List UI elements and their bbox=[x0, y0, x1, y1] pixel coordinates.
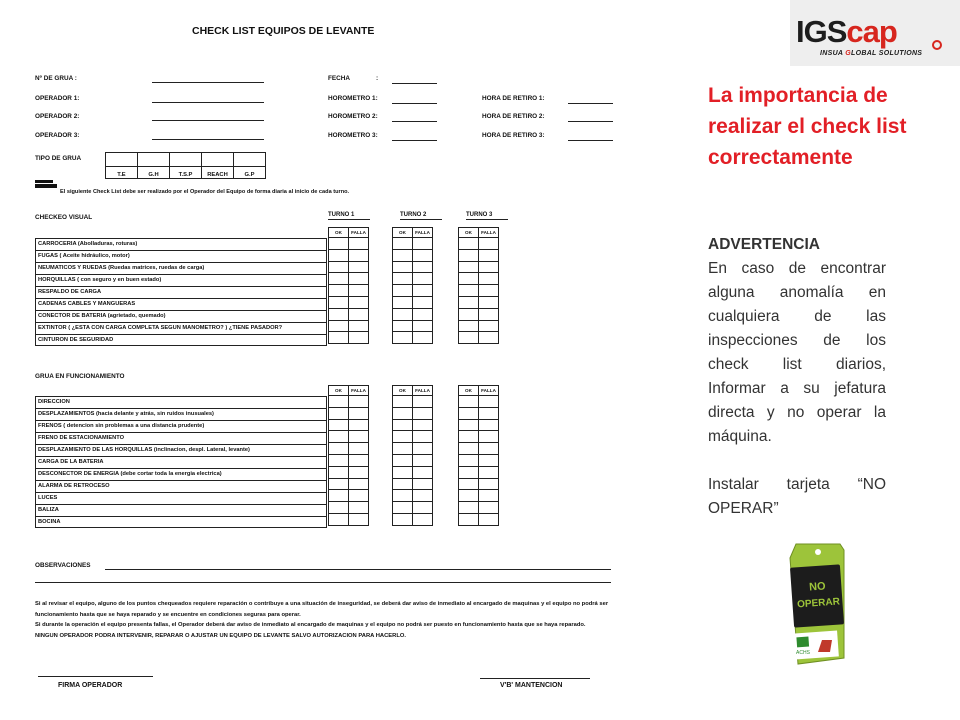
label-retiro-2: HORA DE RETIRO 2: bbox=[482, 113, 545, 120]
note-text: Si al revisar el equipo, alguno de los puntos chequeados requiere reparación o contribuye a una situación de inseguridad, se deberá dar aviso de inmediato al encargado de maquinas y el equipo no podrá ser bbox=[35, 601, 609, 607]
check-cell bbox=[479, 407, 499, 419]
list-item: CARGA DE LA BATERIA bbox=[35, 456, 327, 468]
check-cell bbox=[349, 261, 369, 273]
check-cell bbox=[393, 513, 413, 525]
check-cell bbox=[329, 443, 349, 455]
list-item: DESPLAZAMIENTO DE LAS HORQUILLAS (inclinacion, despl. Lateral, levante) bbox=[35, 444, 327, 456]
ok-falla-grid-func-turno-3 bbox=[458, 385, 499, 526]
check-cell bbox=[393, 396, 413, 408]
tipo-grua-table bbox=[105, 152, 266, 179]
retiro-2-line bbox=[568, 121, 613, 122]
check-cell bbox=[349, 285, 369, 297]
label-fecha: FECHA bbox=[328, 75, 351, 82]
firma-operador-line bbox=[38, 676, 153, 677]
page-heading: La importancia de realizar el check list correctamente bbox=[708, 84, 907, 169]
check-cell bbox=[479, 296, 499, 308]
visual-items-list bbox=[35, 238, 327, 346]
grua-checkbox bbox=[106, 153, 138, 167]
label-retiro-1: HORA DE RETIRO 1: bbox=[482, 95, 545, 102]
falla-header: FALLA bbox=[413, 228, 433, 238]
label-operador-1: OPERADOR 1: bbox=[35, 95, 80, 102]
check-cell bbox=[393, 308, 413, 320]
logo-subtitle-prefix: INSUA bbox=[820, 50, 846, 57]
list-item: FUGAS ( Aceite hidráulico, motor) bbox=[35, 250, 327, 262]
turno-1-label: TURNO 1 bbox=[328, 212, 370, 220]
check-cell bbox=[479, 466, 499, 478]
list-item: CONECTOR DE BATERIA (agrietado, quemado) bbox=[35, 310, 327, 322]
note-text: funcionamiento hasta que se haya reparado y se encuentre en condiciones seguras para operar. bbox=[35, 611, 301, 618]
check-cell bbox=[413, 513, 433, 525]
check-cell bbox=[329, 454, 349, 466]
grua-option: G.P bbox=[234, 167, 266, 179]
check-cell bbox=[349, 466, 369, 478]
check-cell bbox=[393, 443, 413, 455]
company-mark-icon bbox=[35, 179, 57, 189]
check-cell bbox=[459, 443, 479, 455]
logo-text-igs: IGS bbox=[796, 14, 847, 49]
turno-2-label: TURNO 2 bbox=[400, 212, 442, 220]
label-operador-2: OPERADOR 2: bbox=[35, 113, 80, 120]
label-horometro-3: HOROMETRO 3: bbox=[328, 132, 378, 139]
check-cell bbox=[393, 454, 413, 466]
check-cell bbox=[349, 502, 369, 514]
check-cell bbox=[459, 332, 479, 344]
check-cell bbox=[459, 396, 479, 408]
check-cell bbox=[393, 249, 413, 261]
grua-checkbox bbox=[138, 153, 170, 167]
tag-brand: ACHS bbox=[796, 650, 810, 656]
label-retiro-3: HORA DE RETIRO 3: bbox=[482, 132, 545, 139]
check-cell bbox=[459, 273, 479, 285]
note-text: Si durante la operación el equipo presenta fallas, el Operador deberá dar aviso de inmediato al encargado de maquinas y el equipo no podrá ser puesto en funcionamiento hasta que se haya reparado. bbox=[35, 622, 586, 628]
grua-option: REACH bbox=[202, 167, 234, 179]
retiro-3-line bbox=[568, 140, 613, 141]
advertencia-title: ADVERTENCIA bbox=[708, 236, 820, 253]
check-cell bbox=[393, 407, 413, 419]
check-cell bbox=[459, 454, 479, 466]
logo-subtitle-rest: LOBAL SOLUTIONS bbox=[851, 50, 923, 57]
check-cell bbox=[393, 419, 413, 431]
check-cell bbox=[459, 296, 479, 308]
check-cell bbox=[459, 490, 479, 502]
note-text: NINGUN OPERADOR PODRA INTERVENIR, REPARAR O AJUSTAR UN EQUIPO DE LEVANTE SALVO AUTORIZACION PARA HACERLO. bbox=[35, 632, 407, 639]
falla-header: FALLA bbox=[413, 386, 433, 396]
grua-option: G.H bbox=[138, 167, 170, 179]
check-cell bbox=[349, 308, 369, 320]
check-cell bbox=[329, 466, 349, 478]
check-cell bbox=[459, 466, 479, 478]
check-cell bbox=[479, 332, 499, 344]
horometro-3-line bbox=[392, 140, 437, 141]
check-cell bbox=[393, 478, 413, 490]
check-cell bbox=[393, 466, 413, 478]
check-cell bbox=[413, 478, 433, 490]
list-item: DESPLAZAMIENTOS (hacia delante y atrás, sin ruidos inusuales) bbox=[35, 408, 327, 420]
check-cell bbox=[349, 296, 369, 308]
check-cell bbox=[479, 454, 499, 466]
fecha-line bbox=[392, 83, 437, 84]
vb-mantencion-line bbox=[480, 678, 590, 679]
operador-2-line bbox=[152, 120, 264, 121]
check-cell bbox=[413, 285, 433, 297]
check-cell bbox=[413, 261, 433, 273]
check-cell bbox=[329, 431, 349, 443]
check-cell bbox=[459, 431, 479, 443]
label-firma-operador: FIRMA OPERADOR bbox=[58, 682, 123, 689]
list-item: ALARMA DE RETROCESO bbox=[35, 480, 327, 492]
check-cell bbox=[329, 478, 349, 490]
check-cell bbox=[479, 249, 499, 261]
check-cell bbox=[459, 308, 479, 320]
check-cell bbox=[459, 513, 479, 525]
check-cell bbox=[413, 443, 433, 455]
check-cell bbox=[393, 490, 413, 502]
check-cell bbox=[329, 273, 349, 285]
check-cell bbox=[479, 261, 499, 273]
checklist-document bbox=[30, 16, 680, 706]
ok-falla-grid-visual-turno-1 bbox=[328, 227, 369, 344]
check-cell bbox=[459, 419, 479, 431]
check-cell bbox=[349, 478, 369, 490]
falla-header: FALLA bbox=[349, 386, 369, 396]
check-cell bbox=[349, 443, 369, 455]
check-cell bbox=[329, 320, 349, 332]
check-cell bbox=[413, 273, 433, 285]
check-cell bbox=[329, 396, 349, 408]
grua-option: T.E bbox=[106, 167, 138, 179]
igscap-logo bbox=[790, 0, 960, 66]
instruction-text: El siguiente Check List debe ser realizado por el Operador del Equipo de forma diaria al inicio de cada turno. bbox=[60, 189, 350, 195]
check-cell bbox=[349, 431, 369, 443]
ok-header: OK bbox=[459, 386, 479, 396]
check-cell bbox=[413, 308, 433, 320]
observaciones-line-1 bbox=[105, 569, 611, 570]
heading-checkeo-visual: CHECKEO VISUAL bbox=[35, 214, 93, 221]
check-cell bbox=[393, 431, 413, 443]
check-cell bbox=[329, 261, 349, 273]
list-item: BOCINA bbox=[35, 516, 327, 528]
check-cell bbox=[413, 396, 433, 408]
logo-text-cap: cap bbox=[846, 14, 897, 49]
check-cell bbox=[459, 261, 479, 273]
check-cell bbox=[329, 308, 349, 320]
check-cell bbox=[479, 431, 499, 443]
check-cell bbox=[329, 502, 349, 514]
check-cell bbox=[349, 454, 369, 466]
funcionamiento-items-list bbox=[35, 396, 327, 528]
list-item: FRENOS ( detencion sin problemas a una distancia prudente) bbox=[35, 420, 327, 432]
check-cell bbox=[329, 285, 349, 297]
check-cell bbox=[329, 332, 349, 344]
list-item: BALIZA bbox=[35, 504, 327, 516]
label-observaciones: OBSERVACIONES bbox=[35, 562, 91, 569]
label-horometro-1: HOROMETRO 1: bbox=[328, 95, 378, 102]
horometro-2-line bbox=[392, 121, 437, 122]
advertencia-block bbox=[708, 233, 886, 521]
check-cell bbox=[479, 443, 499, 455]
observaciones-line-2 bbox=[35, 582, 611, 583]
check-cell bbox=[413, 407, 433, 419]
label-horometro-2: HOROMETRO 2: bbox=[328, 113, 378, 120]
label-vb-mantencion: V'B' MANTENCION bbox=[500, 682, 563, 689]
list-item: HORQUILLAS ( con seguro y en buen estado) bbox=[35, 274, 327, 286]
check-cell bbox=[413, 249, 433, 261]
check-cell bbox=[349, 320, 369, 332]
check-cell bbox=[413, 502, 433, 514]
check-cell bbox=[393, 320, 413, 332]
check-cell bbox=[459, 285, 479, 297]
check-cell bbox=[349, 332, 369, 344]
check-cell bbox=[329, 238, 349, 250]
check-cell bbox=[349, 238, 369, 250]
label-tipo-grua: TIPO DE GRUA bbox=[35, 155, 82, 162]
notes-block bbox=[35, 599, 675, 641]
check-cell bbox=[349, 396, 369, 408]
check-cell bbox=[349, 273, 369, 285]
list-item: DIRECCION bbox=[35, 396, 327, 408]
advertencia-instalar: Instalar tarjeta “NO OPERAR” bbox=[708, 476, 886, 517]
check-cell bbox=[393, 238, 413, 250]
check-cell bbox=[329, 419, 349, 431]
check-cell bbox=[479, 273, 499, 285]
logo-subtitle bbox=[820, 50, 922, 57]
ok-header: OK bbox=[459, 228, 479, 238]
check-cell bbox=[349, 513, 369, 525]
falla-header: FALLA bbox=[479, 386, 499, 396]
grua-checkbox bbox=[202, 153, 234, 167]
list-item: CADENAS CABLES Y MANGUERAS bbox=[35, 298, 327, 310]
list-item: FRENO DE ESTACIONAMIENTO bbox=[35, 432, 327, 444]
check-cell bbox=[479, 513, 499, 525]
check-cell bbox=[459, 407, 479, 419]
falla-header: FALLA bbox=[479, 228, 499, 238]
label-fecha-colon: : bbox=[376, 75, 379, 82]
check-cell bbox=[413, 332, 433, 344]
check-cell bbox=[459, 249, 479, 261]
retiro-1-line bbox=[568, 103, 613, 104]
ok-header: OK bbox=[393, 386, 413, 396]
check-cell bbox=[329, 490, 349, 502]
check-cell bbox=[413, 238, 433, 250]
check-cell bbox=[393, 332, 413, 344]
grua-option: T.S.P bbox=[170, 167, 202, 179]
check-cell bbox=[479, 502, 499, 514]
check-cell bbox=[329, 513, 349, 525]
check-cell bbox=[413, 419, 433, 431]
ok-header: OK bbox=[393, 228, 413, 238]
check-cell bbox=[329, 407, 349, 419]
ok-falla-grid-func-turno-1 bbox=[328, 385, 369, 526]
label-n-grua: Nº DE GRUA : bbox=[35, 75, 77, 82]
check-cell bbox=[413, 431, 433, 443]
logo-dot-icon bbox=[932, 40, 942, 50]
list-item: LUCES bbox=[35, 492, 327, 504]
check-cell bbox=[413, 466, 433, 478]
falla-header: FALLA bbox=[349, 228, 369, 238]
check-cell bbox=[393, 502, 413, 514]
list-item: RESPALDO DE CARGA bbox=[35, 286, 327, 298]
check-cell bbox=[393, 296, 413, 308]
tag-text-operar: OPERAR bbox=[796, 596, 841, 611]
check-cell bbox=[479, 320, 499, 332]
operador-1-line bbox=[152, 102, 264, 103]
ok-header: OK bbox=[329, 228, 349, 238]
heading-grua-funcionamiento: GRUA EN FUNCIONAMIENTO bbox=[35, 373, 125, 380]
ok-falla-grid-visual-turno-2 bbox=[392, 227, 433, 344]
check-cell bbox=[349, 407, 369, 419]
check-cell bbox=[459, 478, 479, 490]
check-cell bbox=[393, 261, 413, 273]
check-cell bbox=[459, 320, 479, 332]
check-cell bbox=[349, 249, 369, 261]
ok-header: OK bbox=[329, 386, 349, 396]
check-cell bbox=[329, 296, 349, 308]
check-cell bbox=[393, 273, 413, 285]
tag-text-no: NO bbox=[808, 580, 827, 594]
grua-checkbox bbox=[170, 153, 202, 167]
check-cell bbox=[479, 238, 499, 250]
list-item: EXTINTOR ( ¿ESTA CON CARGA COMPLETA SEGUN MANOMETRO? ) ¿TIENE PASADOR? bbox=[35, 322, 327, 334]
check-cell bbox=[329, 249, 349, 261]
label-operador-3: OPERADOR 3: bbox=[35, 132, 80, 139]
list-item: DESCONECTOR DE ENERGIA (debe cortar toda la energia electrica) bbox=[35, 468, 327, 480]
turno-3-label: TURNO 3 bbox=[466, 212, 508, 220]
check-cell bbox=[349, 490, 369, 502]
no-operar-tag-icon bbox=[774, 540, 866, 668]
ok-falla-grid-func-turno-2 bbox=[392, 385, 433, 526]
list-item: CINTURON DE SEGURIDAD bbox=[35, 334, 327, 346]
check-cell bbox=[413, 490, 433, 502]
list-item: NEUMATICOS Y RUEDAS (Ruedas matrices, ruedas de carga) bbox=[35, 262, 327, 274]
check-cell bbox=[413, 454, 433, 466]
n-grua-line bbox=[152, 82, 264, 83]
check-cell bbox=[349, 419, 369, 431]
check-cell bbox=[459, 238, 479, 250]
check-cell bbox=[479, 308, 499, 320]
ok-falla-grid-visual-turno-3 bbox=[458, 227, 499, 344]
list-item: CARROCERIA (Abolladuras, roturas) bbox=[35, 238, 327, 250]
horometro-1-line bbox=[392, 103, 437, 104]
check-cell bbox=[479, 419, 499, 431]
check-cell bbox=[393, 285, 413, 297]
advertencia-body: En caso de encontrar alguna anomalía en cualquiera de las inspecciones de los check list diarios, Informar a su jefatura directa y no operar la máquina. bbox=[708, 260, 886, 445]
check-cell bbox=[479, 285, 499, 297]
check-cell bbox=[413, 320, 433, 332]
checklist-title: CHECK LIST EQUIPOS DE LEVANTE bbox=[192, 25, 375, 37]
check-cell bbox=[459, 502, 479, 514]
grua-checkbox bbox=[234, 153, 266, 167]
logo-subtitle-g: G bbox=[845, 50, 852, 57]
check-cell bbox=[479, 490, 499, 502]
operador-3-line bbox=[152, 139, 264, 140]
check-cell bbox=[413, 296, 433, 308]
check-cell bbox=[479, 396, 499, 408]
check-cell bbox=[479, 478, 499, 490]
